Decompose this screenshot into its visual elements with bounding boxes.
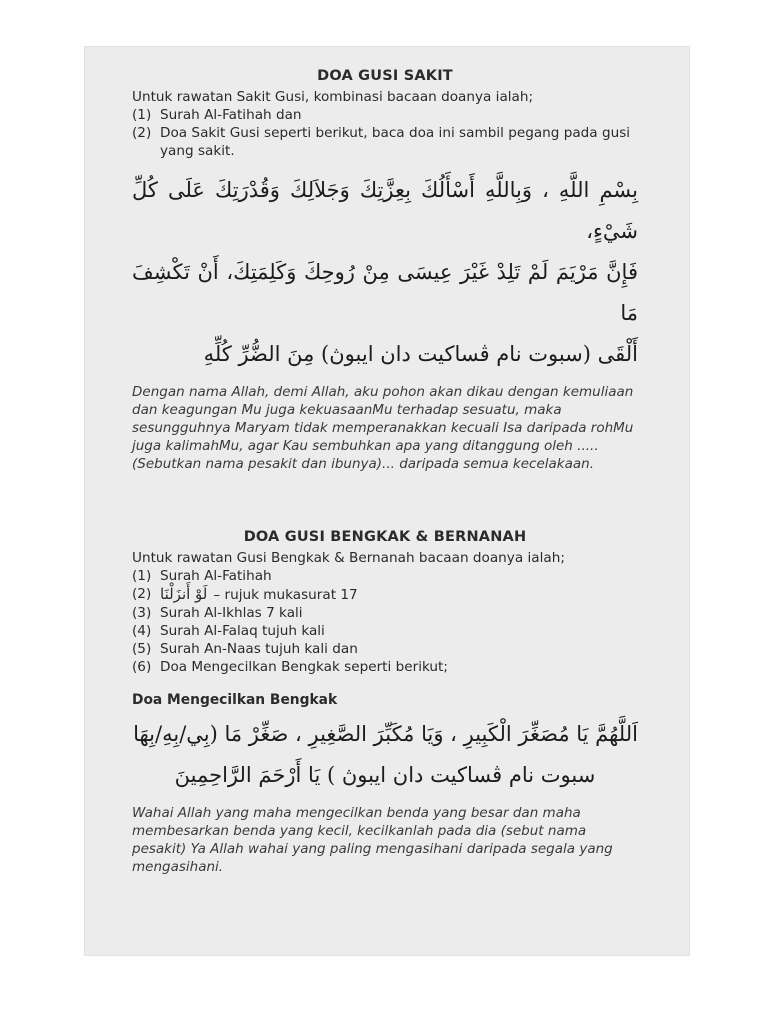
step-text: Surah Al-Ikhlas 7 kali: [160, 605, 303, 621]
arabic-prayer: [132, 170, 638, 375]
list-item: [132, 124, 638, 160]
list-item: [132, 658, 638, 676]
prayer-translation: Dengan nama Allah, demi Allah, aku pohon akan dikau dengan kemuliaan dan keagungan Mu juga kekuasaanMu terhadap sesuatu, maka sesungguhnya Maryam tidak memperanakkan kecuali Isa daripada rohMu juga kalimahMu, agar Kau sembuhkan apa yang ditanggung oleh .....(Sebutkan nama pesakit dan ibunya)... daripada semua kecelakaan.: [132, 384, 634, 472]
section-intro: Untuk rawatan Gusi Bengkak & Bernanah bacaan doanya ialah;: [132, 550, 565, 566]
step-number: (5): [132, 641, 152, 657]
arabic-prayer: [132, 714, 638, 796]
step-text: Surah An-Naas tujuh kali dan: [160, 641, 358, 657]
step-text-with-arabic: [160, 585, 638, 604]
prayer-translation: Wahai Allah yang maha mengecilkan benda yang besar dan maha membesarkan benda yang kecil, kecilkanlah pada dia (sebut nama pesakit) Ya Allah wahai yang paling mengasihani daripada segala yang mengasihani.: [132, 805, 613, 875]
step-number: (1): [132, 107, 152, 123]
section-title: DOA GUSI BENGKAK & BERNANAH: [243, 529, 527, 545]
arabic-line: سبوت نام ڤساكيت دان ايبوڽ ) يَا أَرْحَمَ الرَّاحِمِينَ: [174, 763, 596, 787]
list-item: [132, 604, 638, 622]
arabic-verse-reference: لَوْ أَنزَلْنَا: [160, 585, 208, 603]
step-text: Surah Al-Fatihah dan: [160, 107, 302, 123]
step-number: (2): [132, 586, 152, 602]
section-doa-gusi-bengkak: [132, 529, 638, 876]
list-item: [132, 622, 638, 640]
arabic-line: فَإِنَّ مَرْيَمَ لَمْ تَلِدْ غَيْرَ عِيسَى مِنْ رُوحِكَ وَكَلِمَتِكَ، أَنْ تَكْشِفَ مَا: [132, 260, 638, 325]
step-number: (1): [132, 568, 152, 584]
steps-list: [132, 567, 638, 676]
arabic-line: اَللَّهُمَّ يَا مُصَغِّرَ الْكَبِيرِ ، وَيَا مُكَبِّرَ الصَّغِيرِ ، صَغِّرْ مَا (بِي/بِهِ/بِهَا: [133, 722, 638, 746]
step-number: (4): [132, 623, 152, 639]
section-doa-gusi-sakit: [132, 68, 638, 473]
arabic-line: أَلْقَى (سبوت نام ڤساكيت دان ايبوڽ) مِنَ الضُّرِّ كُلِّهِ: [203, 342, 638, 366]
list-item: [132, 585, 638, 604]
step-number: (6): [132, 659, 152, 675]
section-intro: Untuk rawatan Sakit Gusi, kombinasi bacaan doanya ialah;: [132, 89, 534, 105]
book-page: [84, 46, 690, 956]
step-text: – rujuk mukasurat 17: [213, 587, 358, 603]
list-item: [132, 640, 638, 658]
prayer-subtitle: Doa Mengecilkan Bengkak: [132, 692, 338, 708]
list-item: [132, 567, 638, 585]
step-text: Surah Al-Fatihah: [160, 568, 272, 584]
section-title: DOA GUSI SAKIT: [317, 68, 453, 84]
steps-list: [132, 106, 638, 160]
step-text: Doa Sakit Gusi seperti berikut, baca doa ini sambil pegang pada gusi yang sakit.: [160, 125, 631, 159]
step-text: Surah Al-Falaq tujuh kali: [160, 623, 325, 639]
step-text: Doa Mengecilkan Bengkak seperti berikut;: [160, 659, 448, 675]
step-number: (3): [132, 605, 152, 621]
list-item: [132, 106, 638, 124]
page-content: [132, 68, 638, 876]
arabic-line: بِسْمِ اللَّهِ ، وَبِاللَّهِ أَسْأَلُكَ بِعِزَّتِكَ وَجَلاَلِكَ وَقُدْرَتِكَ عَلَى كُلِّ شَيْءٍ،: [132, 178, 638, 243]
step-number: (2): [132, 125, 152, 141]
